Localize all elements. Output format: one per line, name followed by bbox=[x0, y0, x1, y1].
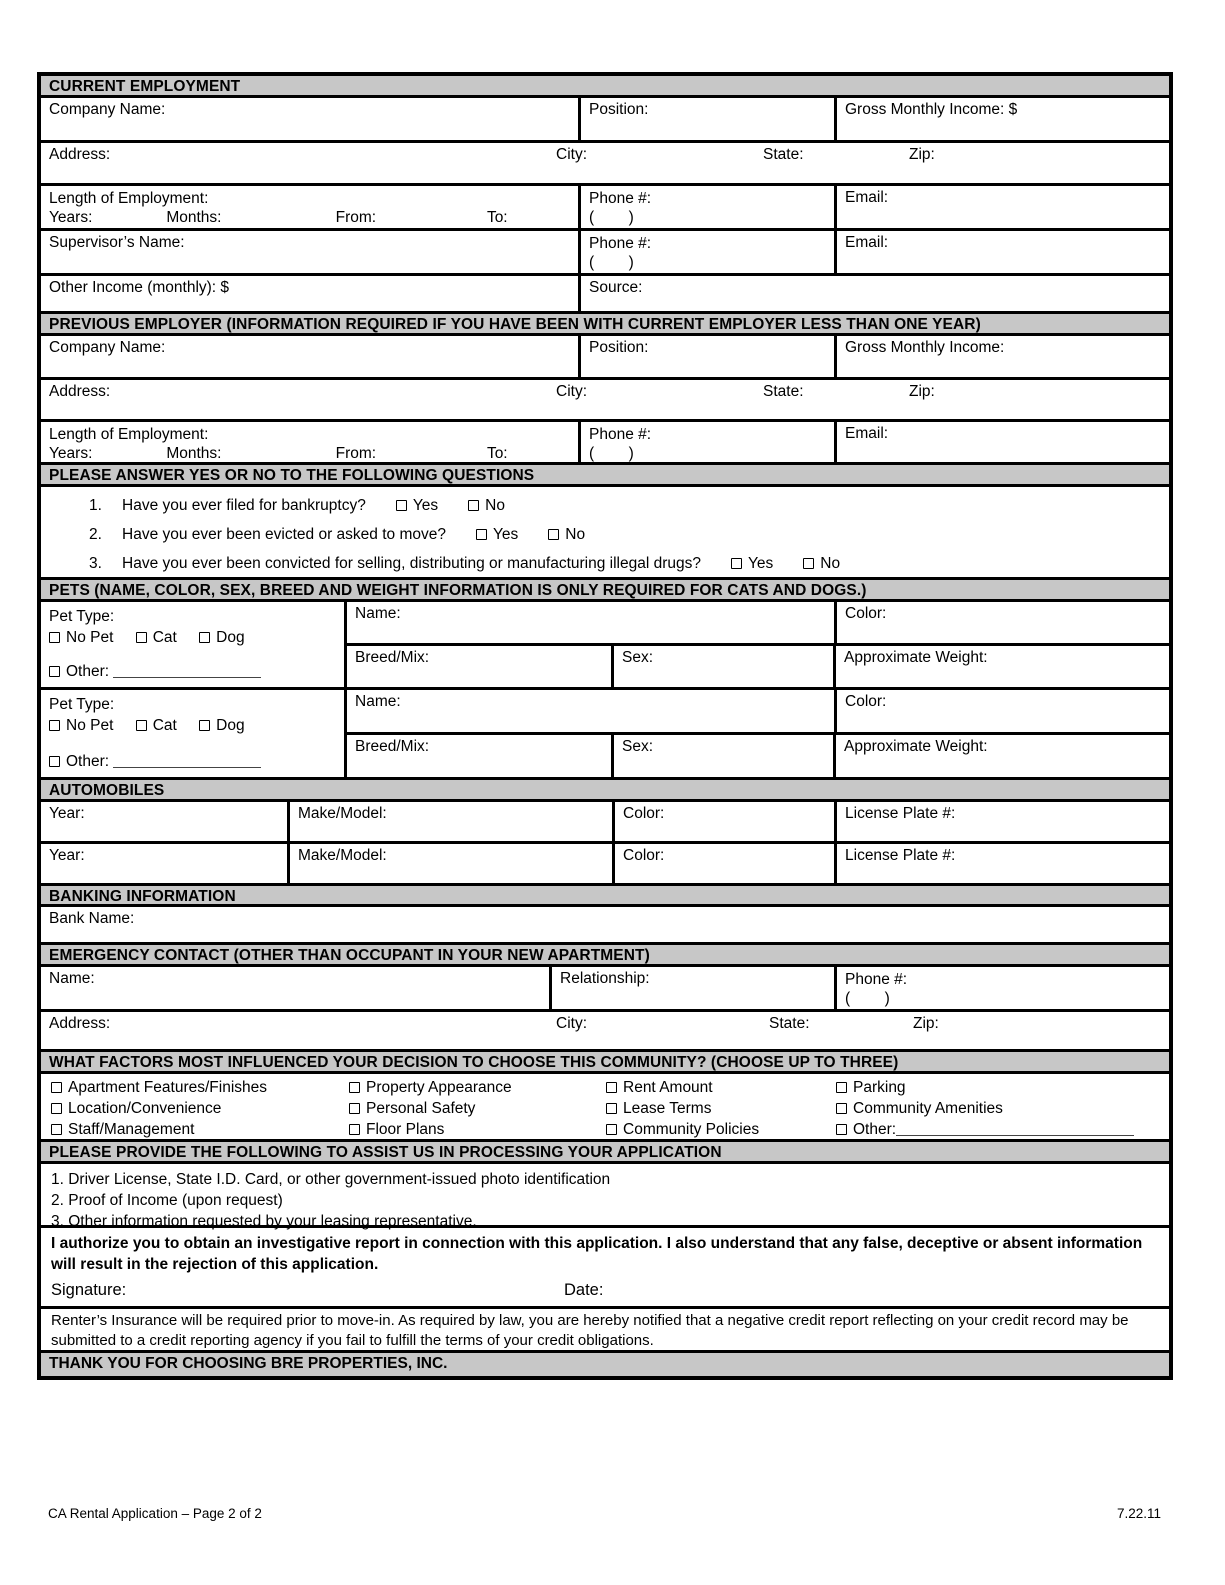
page-footer-version: 7.22.11 bbox=[1116, 1506, 1161, 1521]
company-name-field[interactable] bbox=[41, 98, 581, 140]
pet-name-label: Name: bbox=[355, 605, 401, 622]
cat-label: Cat bbox=[152, 717, 177, 734]
supervisor-phone-field[interactable] bbox=[581, 231, 837, 273]
from-label: From: bbox=[335, 209, 377, 226]
checkbox-personal-safety[interactable] bbox=[349, 1103, 360, 1114]
current-employment-row-3 bbox=[41, 186, 1169, 231]
company-name-label: Company Name: bbox=[49, 101, 166, 118]
checkbox-community-policies[interactable] bbox=[606, 1124, 617, 1135]
checkbox-parking[interactable] bbox=[836, 1082, 847, 1093]
year-label: Year: bbox=[49, 805, 85, 822]
section-header-automobiles: AUTOMOBILES bbox=[41, 780, 1169, 802]
checkbox-pet2-no-pet[interactable] bbox=[49, 720, 60, 731]
gross-income-field[interactable] bbox=[837, 98, 1169, 140]
current-employment-row-1 bbox=[41, 98, 1169, 143]
authorization-text: I authorize you to obtain an investigative report in connection with this application. I also understand that any false, deceptive or absent information will result in the rejection of this application. bbox=[51, 1235, 1143, 1273]
prev-employer-email-field[interactable] bbox=[837, 422, 1169, 462]
pet2-sex-field[interactable] bbox=[614, 735, 836, 777]
pet1-sex-field[interactable] bbox=[614, 646, 836, 687]
employer-phone-field[interactable] bbox=[581, 186, 837, 228]
city-label: City: bbox=[556, 1015, 587, 1032]
other-label: Other: bbox=[66, 753, 110, 770]
address-label: Address: bbox=[49, 383, 111, 400]
pet2-other-blank[interactable] bbox=[113, 756, 261, 768]
factor-label: Personal Safety bbox=[366, 1099, 476, 1117]
pet2-breed-field[interactable] bbox=[347, 735, 614, 777]
previous-employer-address-row bbox=[41, 380, 1169, 422]
income-source-field[interactable] bbox=[581, 276, 1169, 311]
pet-color-label: Color: bbox=[845, 605, 887, 622]
prev-gross-income-field[interactable] bbox=[837, 336, 1169, 377]
checkbox-evicted-yes[interactable] bbox=[476, 529, 487, 540]
question-number: 2. bbox=[89, 525, 102, 543]
pet1-other-blank[interactable] bbox=[113, 666, 261, 678]
emergency-row-1 bbox=[41, 967, 1169, 1012]
factor-label: Floor Plans bbox=[366, 1120, 445, 1138]
question-text: Have you ever been evicted or asked to move? bbox=[122, 525, 446, 543]
factors-body bbox=[41, 1074, 1169, 1142]
checkbox-floor-plans[interactable] bbox=[349, 1124, 360, 1135]
question-number: 3. bbox=[89, 554, 102, 572]
factor-label: Parking bbox=[853, 1078, 906, 1096]
checkbox-evicted-no[interactable] bbox=[548, 529, 559, 540]
name-label: Name: bbox=[49, 970, 95, 987]
auto2-year-field[interactable] bbox=[41, 844, 290, 883]
thank-you-bar: THANK YOU FOR CHOOSING BRE PROPERTIES, INC. bbox=[41, 1353, 1169, 1376]
questions-body bbox=[41, 487, 1169, 580]
gross-income-label: Gross Monthly Income: bbox=[845, 339, 1005, 356]
pet1-color-field[interactable] bbox=[837, 602, 1169, 643]
pet2-weight-field[interactable] bbox=[836, 735, 1169, 777]
section-header-current-employment: CURRENT EMPLOYMENT bbox=[41, 76, 1169, 98]
section-header-emergency-contact: EMERGENCY CONTACT (OTHER THAN OCCUPANT IN YOUR NEW APARTMENT) bbox=[41, 945, 1169, 967]
checkbox-drugs-yes[interactable] bbox=[731, 558, 742, 569]
factor-label: Location/Convenience bbox=[68, 1099, 222, 1117]
supervisor-email-field[interactable] bbox=[837, 231, 1169, 273]
length-of-employment-label: Length of Employment: bbox=[49, 190, 209, 207]
position-field[interactable] bbox=[581, 98, 837, 140]
emergency-phone-field[interactable] bbox=[837, 967, 1169, 1009]
previous-employer-row-1 bbox=[41, 336, 1169, 380]
pet2-details bbox=[347, 690, 1169, 777]
checkbox-staff-management[interactable] bbox=[51, 1124, 62, 1135]
other-income-field[interactable] bbox=[41, 276, 581, 311]
pet-sex-label: Sex: bbox=[622, 738, 654, 755]
previous-employer-row-3 bbox=[41, 422, 1169, 465]
relationship-label: Relationship: bbox=[560, 970, 650, 987]
phone-label: Phone #: bbox=[845, 971, 908, 988]
auto2-color-field[interactable] bbox=[615, 844, 837, 883]
section-header-banking: BANKING INFORMATION bbox=[41, 886, 1169, 907]
question-evicted bbox=[41, 520, 1169, 549]
provide-body bbox=[41, 1164, 1169, 1228]
pet-breed-label: Breed/Mix: bbox=[355, 738, 430, 755]
checkbox-property-appearance[interactable] bbox=[349, 1082, 360, 1093]
pet-weight-label: Approximate Weight: bbox=[844, 649, 988, 666]
zip-label: Zip: bbox=[909, 146, 935, 163]
emergency-relationship-field[interactable] bbox=[552, 967, 837, 1009]
checkbox-location-convenience[interactable] bbox=[51, 1103, 62, 1114]
emergency-address-row bbox=[41, 1012, 1169, 1052]
months-label: Months: bbox=[166, 209, 222, 226]
factor-label: Apartment Features/Finishes bbox=[68, 1078, 268, 1096]
phone-area-parens: ( ) bbox=[589, 254, 634, 271]
bank-name-label: Bank Name: bbox=[49, 910, 135, 927]
pet-sex-label: Sex: bbox=[622, 649, 654, 666]
checkbox-apartment-features[interactable] bbox=[51, 1082, 62, 1093]
prev-length-of-employment-field[interactable] bbox=[41, 422, 581, 462]
pet1-breed-field[interactable] bbox=[347, 646, 614, 687]
auto1-year-field[interactable] bbox=[41, 802, 290, 841]
phone-area-parens: ( ) bbox=[589, 209, 634, 226]
no-label: No bbox=[820, 554, 841, 572]
city-label: City: bbox=[556, 383, 587, 400]
cat-label: Cat bbox=[152, 629, 177, 646]
checkbox-community-amenities[interactable] bbox=[836, 1103, 847, 1114]
checkbox-rent-amount[interactable] bbox=[606, 1082, 617, 1093]
pet-block-1 bbox=[41, 602, 1169, 690]
questions-list bbox=[41, 487, 1169, 577]
factor-label: Lease Terms bbox=[623, 1099, 712, 1117]
prev-position-field[interactable] bbox=[581, 336, 837, 377]
license-plate-label: License Plate #: bbox=[845, 847, 956, 864]
section-header-previous-employer: PREVIOUS EMPLOYER (INFORMATION REQUIRED IF YOU HAVE BEEN WITH CURRENT EMPLOYER LESS THAN ONE YEAR) bbox=[41, 314, 1169, 336]
checkbox-pet1-no-pet[interactable] bbox=[49, 632, 60, 643]
provide-item: 1. Driver License, State I.D. Card, or other government-issued photo identification bbox=[51, 1171, 611, 1188]
pet-weight-label: Approximate Weight: bbox=[844, 738, 988, 755]
date-field[interactable] bbox=[621, 1282, 1149, 1300]
length-of-employment-field[interactable] bbox=[41, 186, 581, 228]
section-header-pets: PETS (NAME, COLOR, SEX, BREED AND WEIGHT INFORMATION IS ONLY REQUIRED FOR CATS AND DOGS.) bbox=[41, 580, 1169, 602]
emergency-address-field[interactable] bbox=[41, 1012, 1169, 1049]
from-label: From: bbox=[335, 445, 377, 462]
pet2-name-field[interactable] bbox=[347, 690, 837, 732]
prev-employer-phone-field[interactable] bbox=[581, 422, 837, 462]
months-label: Months: bbox=[166, 445, 222, 462]
email-label: Email: bbox=[845, 234, 889, 251]
factor-label: Community Amenities bbox=[853, 1099, 1003, 1117]
years-label: Years: bbox=[49, 445, 93, 462]
no-pet-label: No Pet bbox=[66, 629, 114, 646]
other-income-label: Other Income (monthly): $ bbox=[49, 279, 230, 296]
auto1-license-field[interactable] bbox=[837, 802, 1169, 841]
question-bankruptcy bbox=[41, 491, 1169, 520]
no-pet-label: No Pet bbox=[66, 717, 114, 734]
authorization-block bbox=[41, 1228, 1169, 1309]
checkbox-pet2-cat[interactable] bbox=[136, 720, 147, 731]
position-label: Position: bbox=[589, 339, 649, 356]
dog-label: Dog bbox=[216, 717, 245, 734]
employer-address-field[interactable] bbox=[41, 143, 1169, 183]
supervisor-row bbox=[41, 231, 1169, 276]
pet1-weight-field[interactable] bbox=[836, 646, 1169, 687]
insurance-notice: Renter’s Insurance will be required prior to move-in. As required by law, you are hereby notified that a negative credit report reflecting on your credit record may be submitted to a credit reporting agency if you fail to fulfill the terms of your credit obligations. bbox=[41, 1309, 1169, 1353]
state-label: State: bbox=[763, 383, 804, 400]
state-label: State: bbox=[769, 1015, 810, 1032]
employer-email-field[interactable] bbox=[837, 186, 1169, 228]
pet1-details bbox=[347, 602, 1169, 687]
pet-block-2 bbox=[41, 690, 1169, 780]
color-label: Color: bbox=[623, 805, 665, 822]
auto1-color-field[interactable] bbox=[615, 802, 837, 841]
license-plate-label: License Plate #: bbox=[845, 805, 956, 822]
position-label: Position: bbox=[589, 101, 649, 118]
provide-item: 3. Other information requested by your leasing representative. bbox=[51, 1213, 477, 1230]
pet-color-label: Color: bbox=[845, 693, 887, 710]
current-employment-address-row bbox=[41, 143, 1169, 186]
question-number: 1. bbox=[89, 496, 102, 514]
yes-label: Yes bbox=[748, 554, 774, 572]
auto-row-1 bbox=[41, 802, 1169, 844]
other-income-row bbox=[41, 276, 1169, 314]
make-model-label: Make/Model: bbox=[298, 805, 387, 822]
pet2-type-field bbox=[41, 690, 347, 777]
factor-label: Property Appearance bbox=[366, 1078, 512, 1096]
pet-breed-label: Breed/Mix: bbox=[355, 649, 430, 666]
address-label: Address: bbox=[49, 146, 111, 163]
factor-label: Community Policies bbox=[623, 1120, 760, 1138]
question-drugs bbox=[41, 549, 1169, 578]
factor-label: Other: bbox=[853, 1120, 897, 1138]
auto2-license-field[interactable] bbox=[837, 844, 1169, 883]
auto2-make-field[interactable] bbox=[290, 844, 615, 883]
years-label: Years: bbox=[49, 209, 93, 226]
rental-application-form bbox=[37, 72, 1173, 1380]
pet-type-label: Pet Type: bbox=[49, 696, 115, 713]
section-header-factors: WHAT FACTORS MOST INFLUENCED YOUR DECISION TO CHOOSE THIS COMMUNITY? (CHOOSE UP TO THREE) bbox=[41, 1052, 1169, 1074]
checkbox-bankruptcy-no[interactable] bbox=[468, 500, 479, 511]
zip-label: Zip: bbox=[909, 383, 935, 400]
pet-name-label: Name: bbox=[355, 693, 401, 710]
phone-label: Phone #: bbox=[589, 190, 652, 207]
supervisor-name-field[interactable] bbox=[41, 231, 581, 273]
checkbox-drugs-no[interactable] bbox=[803, 558, 814, 569]
phone-label: Phone #: bbox=[589, 235, 652, 252]
auto-row-2 bbox=[41, 844, 1169, 886]
phone-area-parens: ( ) bbox=[589, 445, 634, 462]
year-label: Year: bbox=[49, 847, 85, 864]
make-model-label: Make/Model: bbox=[298, 847, 387, 864]
company-name-label: Company Name: bbox=[49, 339, 166, 356]
yes-label: Yes bbox=[412, 496, 439, 514]
factor-label: Rent Amount bbox=[623, 1078, 713, 1096]
gross-income-label: Gross Monthly Income: $ bbox=[845, 101, 1018, 118]
address-label: Address: bbox=[49, 1015, 111, 1032]
phone-label: Phone #: bbox=[589, 426, 652, 443]
emergency-name-field[interactable] bbox=[41, 967, 552, 1009]
checkbox-pet1-dog[interactable] bbox=[199, 632, 210, 643]
checkbox-factor-other[interactable] bbox=[836, 1124, 847, 1135]
zip-label: Zip: bbox=[913, 1015, 939, 1032]
checkbox-lease-terms[interactable] bbox=[606, 1103, 617, 1114]
supervisor-name-label: Supervisor’s Name: bbox=[49, 234, 185, 251]
prev-company-name-field[interactable] bbox=[41, 336, 581, 377]
checkbox-pet1-cat[interactable] bbox=[136, 632, 147, 643]
page-footer-title: CA Rental Application – Page 2 of 2 bbox=[48, 1506, 262, 1521]
prev-employer-address-field[interactable] bbox=[41, 380, 1169, 419]
factor-label: Staff/Management bbox=[68, 1120, 195, 1138]
question-text: Have you ever filed for bankruptcy? bbox=[122, 496, 366, 514]
factors-grid bbox=[41, 1074, 1169, 1139]
date-label: Date: bbox=[564, 1281, 604, 1299]
checkbox-pet2-dog[interactable] bbox=[199, 720, 210, 731]
signature-field[interactable] bbox=[151, 1282, 629, 1300]
color-label: Color: bbox=[623, 847, 665, 864]
pet1-name-field[interactable] bbox=[347, 602, 837, 643]
question-text: Have you ever been convicted for selling, distributing or manufacturing illegal drugs? bbox=[122, 554, 701, 572]
pet2-color-field[interactable] bbox=[837, 690, 1169, 732]
no-label: No bbox=[565, 525, 586, 543]
yes-label: Yes bbox=[492, 525, 519, 543]
signature-label: Signature: bbox=[51, 1281, 127, 1299]
length-of-employment-label: Length of Employment: bbox=[49, 426, 209, 443]
checkbox-pet1-other[interactable] bbox=[49, 666, 60, 677]
email-label: Email: bbox=[845, 425, 889, 442]
checkbox-pet2-other[interactable] bbox=[49, 756, 60, 767]
state-label: State: bbox=[763, 146, 804, 163]
provide-item: 2. Proof of Income (upon request) bbox=[51, 1192, 283, 1209]
city-label: City: bbox=[556, 146, 587, 163]
dog-label: Dog bbox=[216, 629, 245, 646]
provide-list bbox=[41, 1164, 1169, 1230]
section-header-provide: PLEASE PROVIDE THE FOLLOWING TO ASSIST US IN PROCESSING YOUR APPLICATION bbox=[41, 1142, 1169, 1164]
source-label: Source: bbox=[589, 279, 643, 296]
pet1-type-field bbox=[41, 602, 347, 687]
banking-row bbox=[41, 907, 1169, 945]
other-label: Other: bbox=[66, 663, 110, 680]
to-label: To: bbox=[486, 445, 508, 462]
bank-name-field[interactable] bbox=[41, 907, 1169, 942]
factor-other-blank[interactable] bbox=[896, 1124, 1134, 1136]
pet-type-label: Pet Type: bbox=[49, 608, 115, 625]
auto1-make-field[interactable] bbox=[290, 802, 615, 841]
checkbox-bankruptcy-yes[interactable] bbox=[396, 500, 407, 511]
section-header-questions: PLEASE ANSWER YES OR NO TO THE FOLLOWING QUESTIONS bbox=[41, 465, 1169, 487]
to-label: To: bbox=[486, 209, 508, 226]
email-label: Email: bbox=[845, 189, 889, 206]
phone-area-parens: ( ) bbox=[845, 990, 890, 1007]
no-label: No bbox=[485, 496, 505, 514]
